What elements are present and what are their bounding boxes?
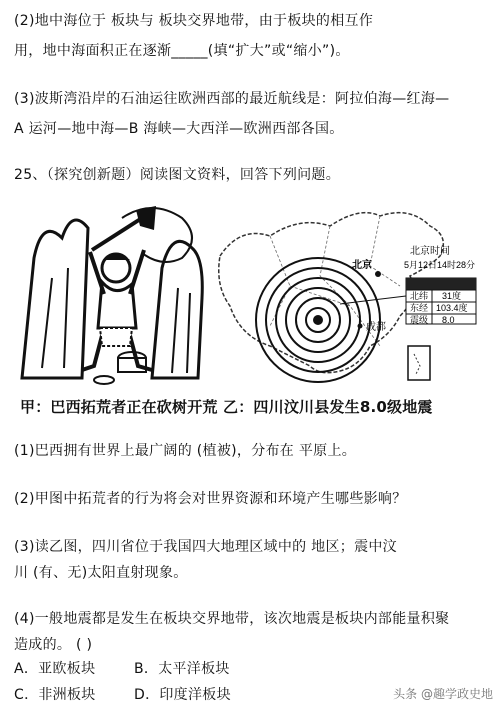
info-time-value: 5月12日14时28分 xyxy=(404,260,476,270)
map-label-beijing: 北京 xyxy=(352,260,372,271)
option-b: B．太平洋板块 xyxy=(134,661,230,677)
info-row-3-val: 8.0 xyxy=(442,315,455,325)
sub-q3-line2: 川 (有、无)太阳直射现象。 xyxy=(14,565,188,581)
sub-q3-line1: (3)读乙图，四川省位于我国四大地理区域中的 地区；震中汶 xyxy=(14,539,397,555)
q25-title: 25、（探究创新题）阅读图文资料，回答下列问题。 xyxy=(14,167,341,183)
map-label-chengdu: 成都 xyxy=(366,322,386,333)
sub-q2: (2)甲图中拓荒者的行为将会对世界资源和环境产生哪些影响？ xyxy=(14,491,407,507)
figure-caption: 甲：巴西拓荒者正在砍树开荒 乙：四川汶川县发生8.0级地震 xyxy=(20,398,433,416)
q2-line2: 用，地中海面积正在逐渐_____(填“扩大”或“缩小”)。 xyxy=(14,43,350,59)
option-c: C．非洲板块 xyxy=(14,687,96,703)
info-time-title: 北京时间 xyxy=(410,246,450,257)
pioneer-illustration xyxy=(12,198,208,388)
sub-q4-line1: (4)一般地震都是发生在板块交界地带，该次地震是板块内部能量积聚 xyxy=(14,611,450,627)
info-row-3-key: 震级 xyxy=(410,315,429,325)
q2-line1: (2)地中海位于 板块与 板块交界地带，由于板块的相互作 xyxy=(14,13,374,29)
watermark: 头条 @趣学政史地 xyxy=(393,687,493,701)
sub-q1: (1)巴西拥有世界上最广阔的 (植被)，分布在 平原上。 xyxy=(14,443,357,459)
q3-line2: A 运河—地中海—B 海峡—大西洋—欧洲西部各国。 xyxy=(14,121,344,137)
info-row-1-val: 31度 xyxy=(442,291,462,301)
option-d: D．印度洋板块 xyxy=(134,687,231,703)
sub-q4-line2: 造成的。 ( ) xyxy=(14,637,93,653)
q3-line1: (3)波斯湾沿岸的石油运往欧洲西部的最近航线是：阿拉伯海—红海— xyxy=(14,91,450,107)
china-earthquake-map xyxy=(210,196,492,390)
info-row-1-key: 北纬 xyxy=(410,291,429,301)
info-row-2-key: 东经 xyxy=(410,303,429,313)
info-row-2-val: 103.4度 xyxy=(436,303,468,313)
option-a: A．亚欧板块 xyxy=(14,661,96,677)
